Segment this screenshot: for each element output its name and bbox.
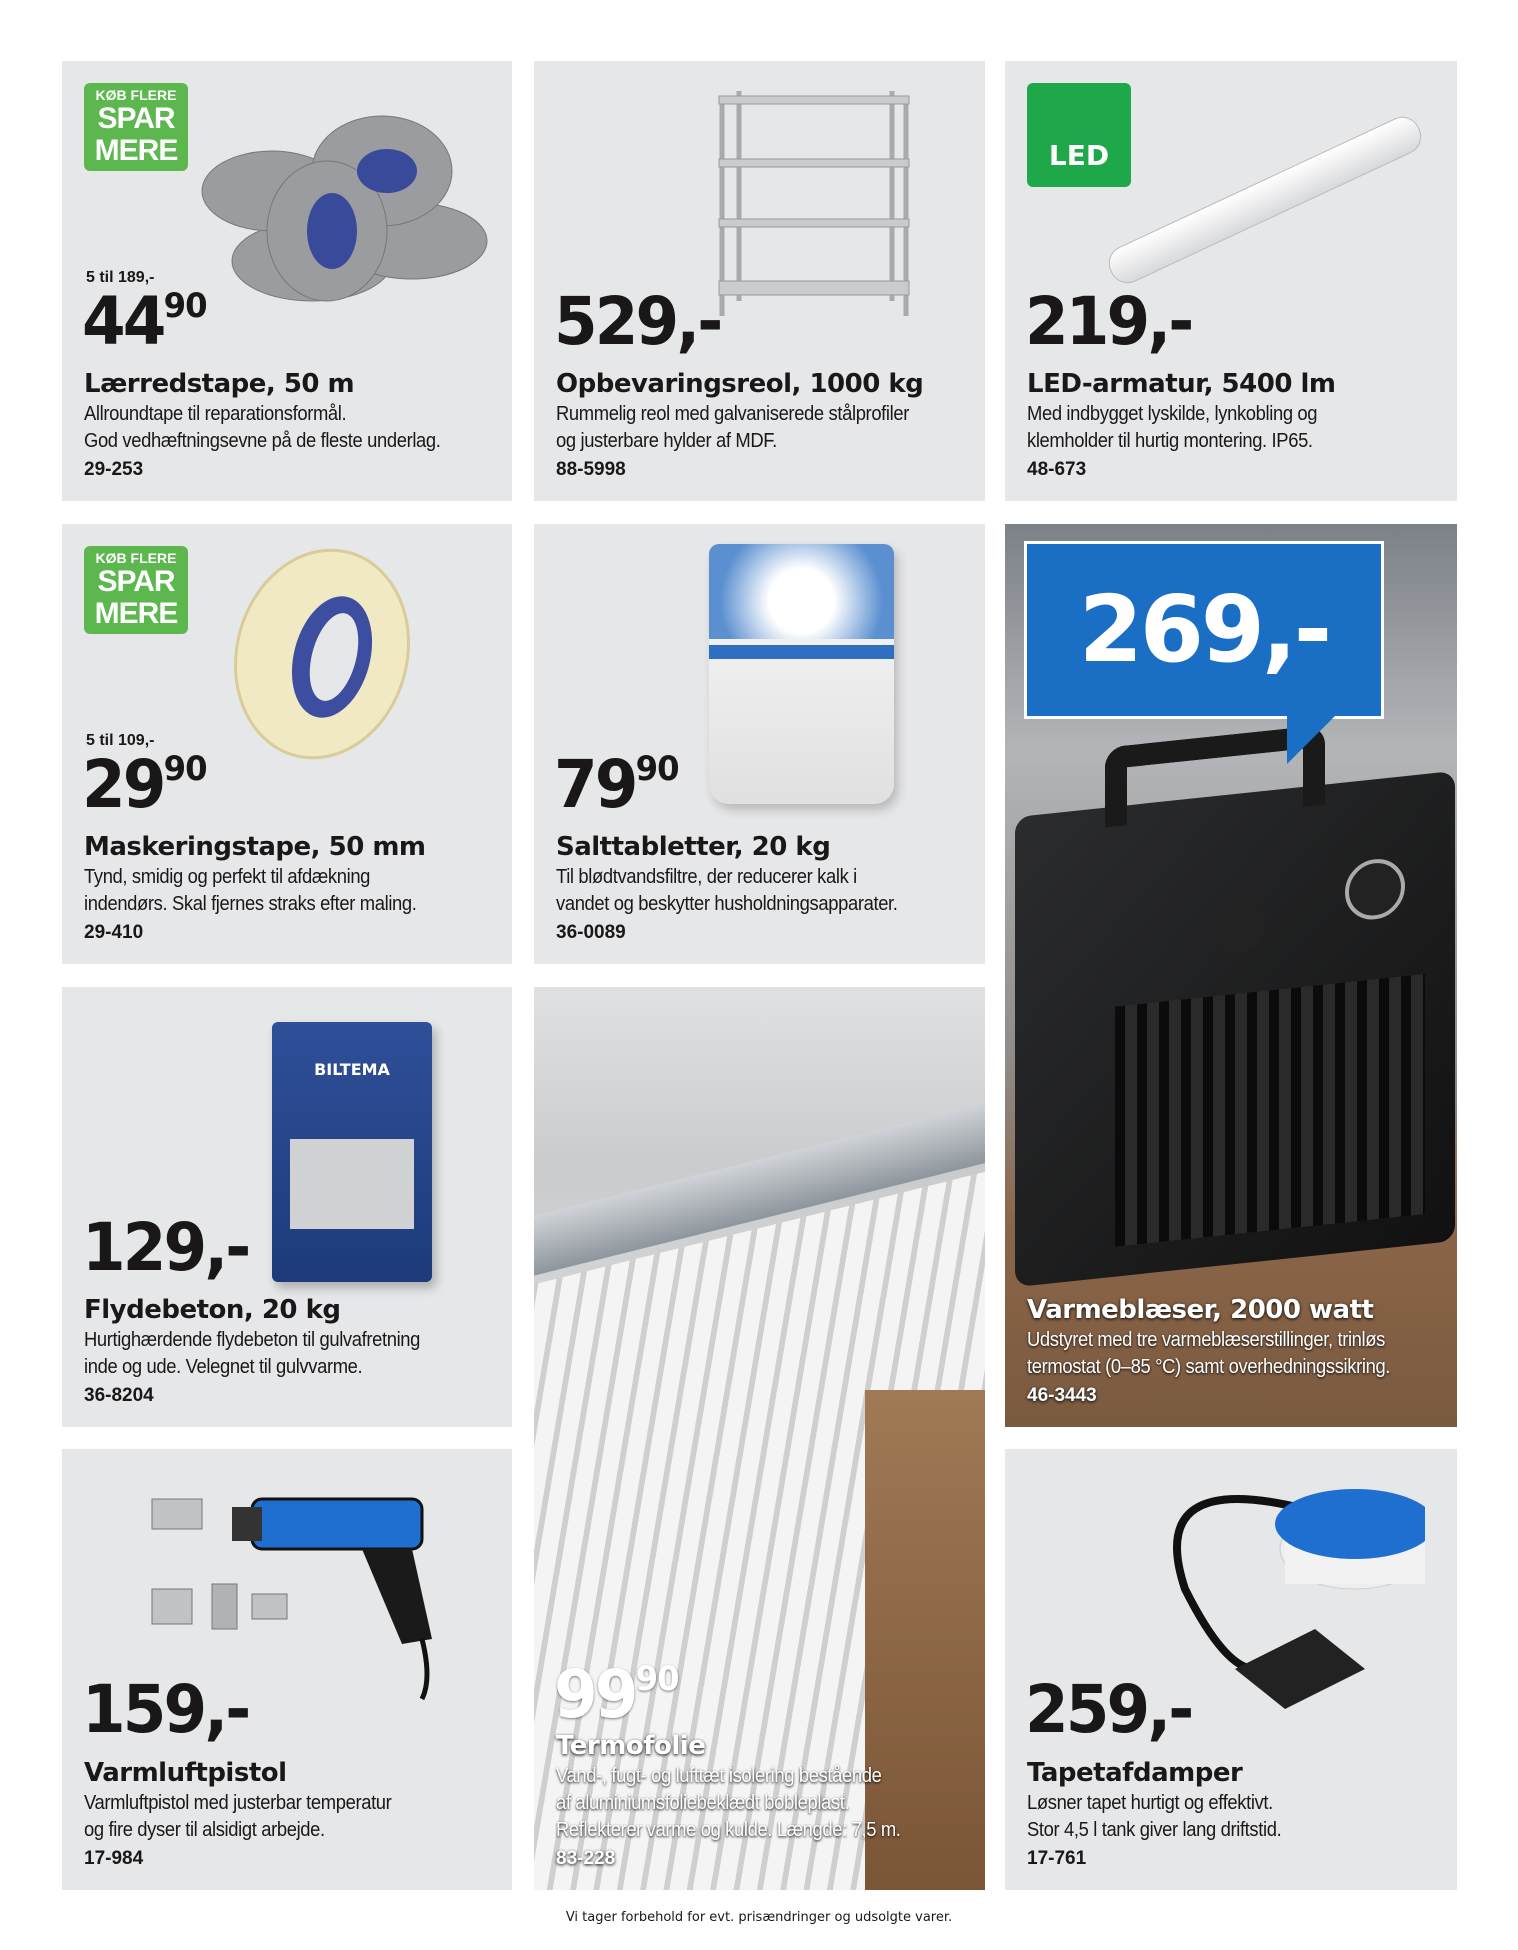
product-desc: klemholder til hurtig montering. IP65. — [1027, 430, 1313, 452]
product-card-salt-tablets[interactable] — [534, 524, 985, 964]
product-desc: God vedhæftningsevne på de fleste underlag. — [84, 430, 441, 452]
badge-line: MERE — [94, 597, 178, 630]
price-main: 29 — [82, 746, 164, 823]
price: 129,- — [82, 1209, 249, 1286]
price-callout — [1027, 544, 1381, 716]
multi-buy-price: 5 til 109,- — [86, 732, 155, 749]
concrete-bag-image: BILTEMA — [272, 1022, 432, 1282]
product-desc: Hurtighærdende flydebeton til gulvafretning — [84, 1329, 421, 1351]
disclaimer-footer: Vi tager forbehold for evt. prisændringer og udsolgte varer. — [565, 1910, 953, 1925]
badge-line: SPAR — [97, 102, 175, 135]
product-desc: og fire dyser til alsidigt arbejde. — [84, 1819, 325, 1841]
product-desc: og justerbare hylder af MDF. — [556, 430, 777, 452]
multi-buy-price: 5 til 189,- — [86, 269, 155, 286]
product-title: Salttabletter, 20 kg — [556, 832, 831, 862]
item-number: 29-253 — [84, 459, 144, 480]
price — [82, 746, 207, 823]
product-title: Flydebeton, 20 kg — [84, 1295, 341, 1325]
product-card-self-leveling-concrete[interactable] — [62, 987, 512, 1427]
badge-line: KØB FLERE — [95, 550, 177, 566]
product-desc: Vand-, fugt- og lufttæt isolering bestående — [556, 1765, 882, 1787]
product-desc: Med indbygget lyskilde, lynkobling og — [1027, 403, 1318, 425]
product-desc: Varmluftpistol med justerbar temperatur — [84, 1792, 392, 1814]
item-number: 17-984 — [84, 1848, 144, 1869]
item-number: 83-228 — [556, 1848, 616, 1869]
product-title: Varmluftpistol — [84, 1758, 287, 1788]
shelving-image — [714, 91, 914, 321]
product-desc: indendørs. Skal fjernes straks efter maling. — [84, 893, 417, 915]
product-title: Termofolie — [556, 1731, 706, 1761]
product-title: Tapetafdamper — [1027, 1758, 1243, 1788]
price — [554, 1656, 679, 1733]
product-desc: Til blødtvandsfiltre, der reducerer kalk i — [556, 866, 857, 888]
price: 159,- — [82, 1671, 249, 1748]
product-desc: vandet og beskytter husholdningsapparater. — [556, 893, 898, 915]
led-badge: LED — [1027, 83, 1131, 187]
price-decimals: 90 — [163, 749, 207, 789]
masking-tape-image — [222, 539, 422, 769]
product-title: LED-armatur, 5400 lm — [1027, 369, 1336, 399]
price — [82, 283, 207, 360]
badge-line: KØB FLERE — [95, 87, 177, 103]
product-desc: Tynd, smidig og perfekt til afdækning — [84, 866, 371, 888]
product-card-led-fixture[interactable] — [1005, 61, 1457, 501]
price-main: 79 — [554, 746, 636, 823]
led-fixture-image — [1103, 111, 1427, 289]
price: 219,- — [1025, 283, 1192, 360]
product-title: Opbevaringsreol, 1000 kg — [556, 369, 924, 399]
item-number: 36-0089 — [556, 922, 626, 943]
badge-line: MERE — [94, 134, 178, 167]
product-title: Maskeringstape, 50 mm — [84, 832, 426, 862]
product-desc: Løsner tapet hurtigt og effektivt. — [1027, 1792, 1273, 1814]
buy-more-save-more-badge — [84, 546, 188, 634]
item-number: 88-5998 — [556, 459, 626, 480]
price-decimals: 90 — [635, 1659, 679, 1699]
product-desc: Allroundtape til reparationsformål. — [84, 403, 347, 425]
product-desc: af aluminiumsfoliebeklædt bobleplast. — [556, 1792, 850, 1814]
product-card-fan-heater[interactable] — [1005, 524, 1457, 1427]
item-number: 36-8204 — [84, 1385, 154, 1406]
product-desc: Stor 4,5 l tank giver lang driftstid. — [1027, 1819, 1282, 1841]
product-desc: Reflekterer varme og kulde. Længde: 7,5 m. — [556, 1819, 901, 1841]
product-card-thermal-foil[interactable] — [534, 987, 985, 1890]
salt-bag-image — [709, 544, 894, 804]
price-main: 99 — [554, 1656, 636, 1733]
product-desc: Udstyret med tre varmeblæserstillinger, trinløs — [1027, 1329, 1385, 1351]
price-decimals: 90 — [635, 749, 679, 789]
product-card-shelving[interactable] — [534, 61, 985, 501]
price: 269,- — [1078, 576, 1330, 683]
product-card-masking-tape[interactable] — [62, 524, 512, 964]
price-decimals: 90 — [163, 286, 207, 326]
product-title: Varmeblæser, 2000 watt — [1027, 1295, 1374, 1325]
fan-heater-image — [1015, 771, 1455, 1287]
price: 259,- — [1025, 1671, 1192, 1748]
item-number: 48-673 — [1027, 459, 1087, 480]
product-card-wallpaper-steamer[interactable] — [1005, 1449, 1457, 1890]
price: 529,- — [554, 283, 721, 360]
product-desc: inde og ude. Velegnet til gulvvarme. — [84, 1356, 363, 1378]
badge-line: SPAR — [97, 565, 175, 598]
item-number: 46-3443 — [1027, 1385, 1097, 1406]
item-number: 17-761 — [1027, 1848, 1087, 1869]
price — [554, 746, 679, 823]
price-main: 44 — [82, 283, 164, 360]
product-desc: termostat (0–85 °C) samt overhedningssikring. — [1027, 1356, 1391, 1378]
product-desc: Rummelig reol med galvaniserede stålprofiler — [556, 403, 910, 425]
product-title: Lærredstape, 50 m — [84, 369, 355, 399]
duct-tape-image — [162, 91, 492, 311]
product-card-heat-gun[interactable] — [62, 1449, 512, 1890]
item-number: 29-410 — [84, 922, 144, 943]
product-card-duct-tape[interactable] — [62, 61, 512, 501]
